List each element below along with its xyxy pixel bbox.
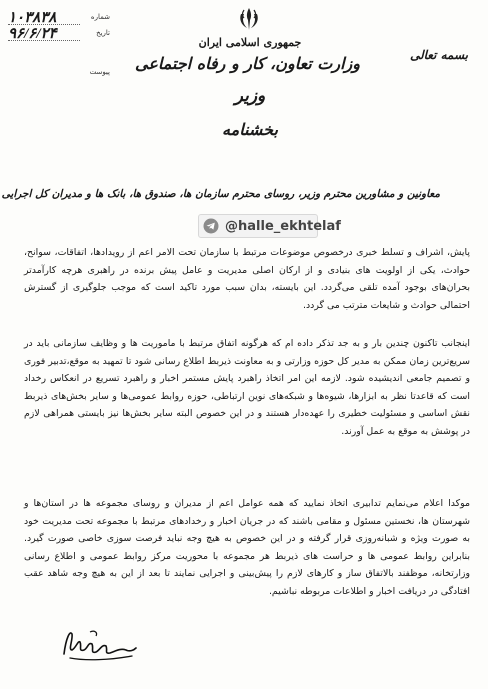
watermark — [198, 214, 341, 238]
attachment-label: پیوست — [89, 68, 110, 76]
watermark-text: @halle_ekhtelaf — [225, 219, 341, 234]
iran-emblem-icon — [236, 6, 262, 32]
letter-meta — [4, 10, 114, 76]
addressee-line: معاونین و مشاورین محترم وزیر، روسای محترم سازمان ها، صندوق ها، بانک ها و مدیران کل اجرایی — [1, 188, 440, 200]
body-paragraph-1: پایش، اشراف و تسلط خبری درخصوص موضوعات مرتبط با سازمان تحت الامر اعم از رویدادها، اتفاقات، سوانح، حوادث، یکی از اولویت های بنیادی و از ارکان اصلی مدیریت و عامل پیش برنده در راهبری هرچه کارآمدتر بحران‌های بوجود آمده تلقی می‌گردد. این بایسته، بدان سبب مورد تاکید است که موجب جلوگیری از گسترش احتمالی حوادث و شایعات مترتب می گردد. — [24, 247, 470, 311]
date-label: تاریخ — [96, 29, 110, 37]
signature — [60, 624, 138, 664]
minister-title: وزیر — [234, 86, 266, 106]
document-type: بخشنامه — [222, 120, 278, 139]
ministry-title: وزارت تعاون، کار و رفاه اجتماعی — [135, 54, 360, 73]
body-paragraph-2: اینجانب تاکنون چندین بار و به جد تذکر داده ام که هرگونه اتفاق مرتبط با ماموریت ها و وظایف سازمانی باید در سریع‌ترین زمان ممکن به مدیر کل حوزه وزارتی و به معاونت ذیربط اطلاع رسانی شود تا تمهید به موقع،تدبیر فوری و تصمیم جامعی اندیشیده شود. لازمه این امر اتخاذ راهبرد پایش مستمر اخبار و راهبرد تسریع در انعکاس رخداد است که قاعدتا نظر به ابزارها، شیوه‌ها و شبکه‌های نوین ارتباطی، حوزه روابط عمومی‌ها و سایر بخش‌های ذیربط نقش اساسی و مسئولیت خطیری را عهده‌دار هستند و در این خصوص البته سایر بخش‌ها نیز بایستی همراهی لازم در پوشش به موقع به عمل آورند. — [24, 338, 470, 437]
letter-number: ۱۰۳۸۳۸ — [8, 10, 57, 26]
date-row — [4, 26, 114, 42]
date-underline — [8, 40, 80, 41]
republic-title: جمهوری اسلامی ایران — [198, 36, 302, 49]
number-label: شماره — [90, 13, 110, 21]
body-paragraph-3: موکدا اعلام می‌نمایم تدابیری اتخاذ نمایید که همه عوامل اعم از مدیران و روسای مجموعه ها در استان‌ها و شهرستان ها، نخستین مسئول و مقامی باشند که در جریان اخبار و رخدادهای مرتبط با مجموعه تحت مدیریت خود به صورت ویژه و شبانه‌روزی قرار گرفته و در این خصوص به هیچ وجه نباید فرصت سوزی خاصی صورت گیرد. بنابراین روابط عمومی ها و حراست های ذیربط هر مجموعه با محوریت مرکز روابط عمومی و اطلاع رسانی وزارتخانه، موظفند بالاتفاق ساز و کارهای لازم را پیش‌بینی و اجرایی نمایند تا بعد از این به هیچ وجه شاهد عقب افتادگی در دریافت اخبار و اطلاعات مربوطه نباشیم. — [24, 498, 470, 597]
telegram-icon — [203, 218, 219, 234]
basmala: بسمه تعالی — [409, 48, 468, 62]
letter-date: ۹۶/۶/۲۴ — [8, 26, 57, 42]
